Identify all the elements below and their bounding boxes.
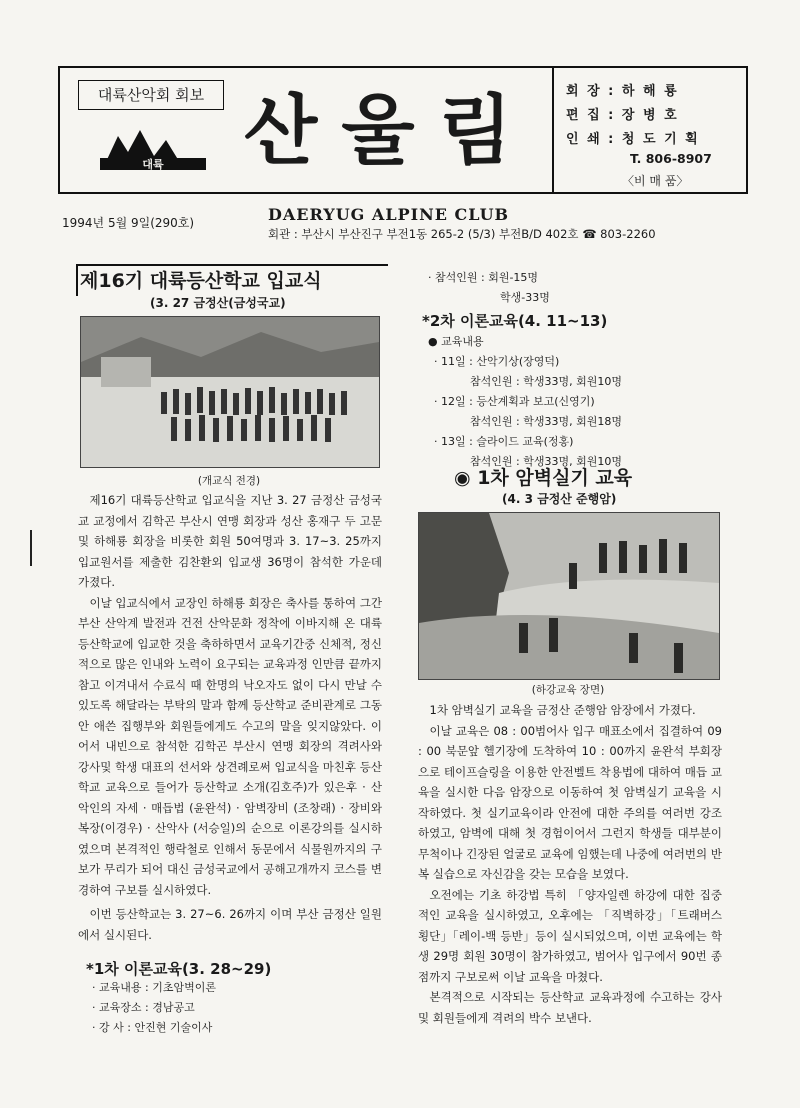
- staff-value: 청 도 기 획: [621, 132, 700, 147]
- headline-entrance-ceremony: 제16기 대륙등산학교 입교식: [80, 270, 322, 292]
- paragraph: 오전에는 기초 하강법 특히 「양자일렌 하강에 대한 집중적인 교육을 실시하였고, 오후에는 「직벽하강」「트래버스 횡단」「레이-백 등반」등이 실시되었으며, 이번 교육에는 학생 29명 회원 30명이 참가하였고, 범어사 입구에서 90번 종점까지 구보로써 이날 교육을 마쳤다.: [418, 887, 722, 984]
- headline-rock-training: ◉ 1차 암벽실기 교육: [454, 467, 633, 489]
- rappel-photo-caption: (하강교육 장면): [531, 684, 605, 696]
- staff-value: 장 병 호: [621, 108, 679, 123]
- price-note: 〈비 매 품〉: [622, 174, 689, 188]
- list-item: · 강 사 : 안진현 기술이사: [92, 1021, 213, 1034]
- list-item-attendance: 참석인원 : 학생33명, 회원10명: [470, 375, 622, 388]
- list-item-attendance: 참석인원 : 학생33명, 회원18명: [470, 415, 622, 428]
- theory2-list: [428, 332, 728, 472]
- issue-date: 1994년 5월 9일(290호): [62, 216, 195, 230]
- content-label: ● 교육내용: [428, 335, 484, 348]
- headline-subhead: (3. 27 금정산(금성국교): [150, 296, 286, 310]
- ceremony-photo: [80, 316, 380, 468]
- paragraph: 1차 암벽실기 교육을 금정산 준행암 암장에서 가졌다.: [429, 703, 696, 717]
- right-article-body: [418, 700, 722, 1028]
- staff-label: 회 장 :: [566, 84, 616, 99]
- left-article-body: [78, 490, 382, 945]
- attendance-students: 학생-33명: [500, 291, 550, 304]
- staff-president: [566, 80, 679, 99]
- paragraph: 이번 등산학교는 3. 27~6. 26까지 이며 부산 금정산 일원에서 실시된다.: [78, 907, 382, 942]
- list-item: · 11일 : 산악기상(장영덕): [434, 355, 560, 368]
- headline2-subhead: (4. 3 금정산 준행암): [502, 492, 617, 506]
- ceremony-photo-caption: (개교식 전경): [197, 475, 261, 487]
- staff-editor: [566, 104, 679, 123]
- newsletter-title: 산울림: [243, 86, 537, 175]
- paragraph: 본격적으로 시작되는 등산학교 교육과정에 수고하는 강사및 회원들에게 격려의 박수 보낸다.: [418, 990, 722, 1025]
- list-item: · 12일 : 등산계획과 보고(신영기): [434, 395, 595, 408]
- staff-label: 인 쇄 :: [566, 132, 616, 147]
- rappel-photo: [418, 512, 720, 680]
- club-name: DAERYUG ALPINE CLUB: [268, 205, 510, 224]
- paragraph: 이날 교육은 08 : 00범어사 입구 매표소에서 집결하여 09 : 00 북문앞 헬기장에 도착하여 10 : 00까지 윤완석 부회장으로 테이프슬링을 이용한 안전벨트 착용법에 대하여 매듭 교육을 실시한 다음 암장으로 이동하여 첫 암벽실기 교육을 시작하였다. 첫 실기교육이라 안전에 대한 주의를 여러번 강조하였고, 암벽에 대해 첫 경험이어서 그런지 학생들 대부분이 무척이나 긴장된 얼굴로 교육에 임했는데 나중에 여러번의 반복 실습으로 자신감을 갖는 모습을 보였다.: [418, 723, 722, 881]
- staff-value: 하 해 룡: [621, 84, 679, 99]
- staff-printer: [566, 128, 700, 147]
- attendance-label: · 참석인원 :: [428, 271, 485, 284]
- paragraph: 이날 입교식에서 교장인 하해룡 회장은 축사를 통하여 그간 부산 산악계 발전과 건전 산악문화 정착에 이바지해 온 대륙등산학교에 입교한 것을 축하하면서 교육기간중 신체적, 정신적으로 많은 인내와 노력이 요구되는 교육과정 인만큼 끝까지 참고 이겨내서 수료식 때 한명의 낙오자도 없이 다시 만날 수 있도록 해달라는 부탁의 말과 함께 등산학교 준비관계로 그동안 애쓴 집행부와 회원들에게도 수고의 말을 잊지않았다. 이어서 내빈으로 참석한 김학곤 부산시 연맹 회장의 격려사와 강사및 학생 대표의 선서와 상견례로써 입교식을 마친후 등산학교 교육으로 들어가 등산학교 소개(김호주)가 있은후 · 산악인의 자세 · 매듭법 (윤완석) · 암벽장비 (조창래) · 장비와 복장(이경우) · 산악사 (서승일)의 순으로 이론강의를 실시하였으며 본격적인 행락철로 인해서 동문에서 식물원까지의 구보가 무리가 되어 대신 금성국교에서 공해고개까지 코스를 변경하여 구보를 실시하였다.: [78, 595, 382, 897]
- club-logo-icon: [100, 126, 206, 172]
- club-address: 회관 : 부산시 부산진구 부전1동 265-2 (5/3) 부전B/D 402호 ☎ 803-2260: [268, 227, 656, 241]
- theory2-title: *2차 이론교육(4. 11~13): [422, 312, 608, 330]
- theory1-title: *1차 이론교육(3. 28~29): [86, 960, 272, 978]
- paragraph: 제16기 대륙등산학교 입교식을 지난 3. 27 금정산 금성국교 교정에서 김학곤 부산시 연맹 회장과 성산 홍재구 두 고문 및 하해룡 회장을 비롯한 회원 50여명과 3. 17~3. 25까지 입교원서를 제출한 김찬환외 입교생 36명이 참석한 가운데 가졌다.: [78, 493, 382, 589]
- masthead-divider: [552, 68, 554, 192]
- staff-label: 편 집 :: [566, 108, 616, 123]
- binding-mark: [30, 530, 32, 566]
- headline-bracket: [76, 264, 388, 296]
- list-item-attendance: 참석인원 : 학생33명, 회원10명: [470, 455, 622, 468]
- list-item: · 교육장소 : 경남공고: [92, 1001, 195, 1014]
- newsletter-tagline: 대륙산악회 회보: [78, 80, 224, 110]
- attendance-members: 회원-15명: [488, 271, 539, 284]
- list-item: · 13일 : 슬라이드 교육(정홍): [434, 435, 574, 448]
- phone-number: T. 806-8907: [630, 151, 712, 166]
- attendance-block: [428, 268, 550, 308]
- masthead: [58, 66, 748, 194]
- theory1-list: [92, 978, 372, 1038]
- list-item: · 교육내용 : 기초암벽이론: [92, 981, 216, 994]
- logo-text: 대륙: [142, 158, 164, 171]
